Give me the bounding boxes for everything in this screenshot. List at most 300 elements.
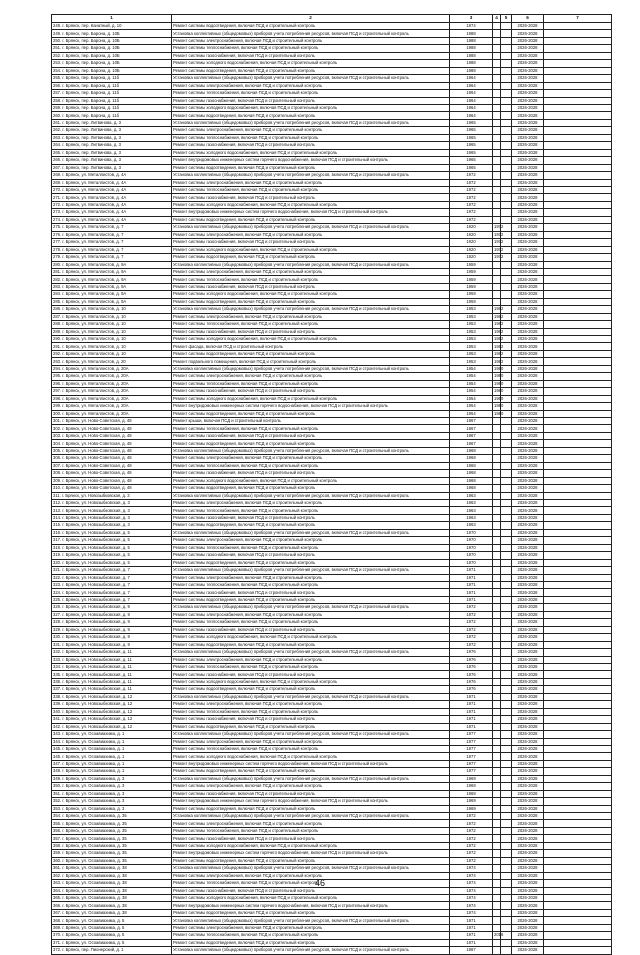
table-row: [52, 701, 612, 708]
row-address-cell: 298. г. Брянск, ул. Металлистов, д. 20А: [52, 395, 172, 402]
row-number: 367: [53, 910, 60, 916]
reconstruction-year-cell: 1982: [494, 358, 504, 364]
address-text: г. Брянск, ул. Осоавиахима, д. 5: [62, 939, 125, 945]
table-row: [52, 52, 612, 59]
empty-cell: [501, 104, 512, 111]
row-number: 364: [53, 887, 60, 893]
empty-cell: [544, 149, 612, 156]
row-address-cell: 260. г. Брянск, пер. Барона, д. 11б: [52, 112, 172, 119]
repair-period-cell: 2026-2028: [512, 343, 544, 350]
address-text: г. Брянск, ул. Осоавиахима, д. 3: [62, 775, 125, 781]
build-year-cell: 1964: [450, 97, 493, 104]
address-text: г. Брянск, ул. Новозыбковская, д. 11: [62, 686, 132, 692]
build-year-cell: 1963: [450, 492, 493, 499]
row-address-cell: 297. г. Брянск, ул. Металлистов, д. 20А: [52, 388, 172, 395]
build-year-cell: 1954: [450, 388, 493, 395]
work-type-cell: Ремонт системы теплоснабжения, включая ПСД и строительный контроль: [172, 186, 450, 193]
empty-cell: [544, 716, 612, 723]
empty-cell: [501, 45, 512, 52]
empty-cell: [544, 90, 612, 97]
empty-cell: [501, 157, 512, 164]
work-type-cell: Ремонт системы водоотведения, включая ПСД и строительный контроль: [172, 596, 450, 603]
address-text: г. Брянск, ул. Новозыбковская, д. 5: [62, 537, 130, 543]
empty-cell: [501, 745, 512, 752]
reconstruction-year-cell: [493, 37, 501, 44]
empty-cell: [544, 798, 612, 805]
repair-period-cell: 2026-2028: [512, 492, 544, 499]
reconstruction-year-cell: [493, 693, 501, 700]
build-year-cell: 1974: [450, 902, 493, 909]
build-year-cell: 1969: [450, 775, 493, 782]
row-number: 285: [53, 298, 60, 304]
address-text: г. Брянск, пер. Барона, д. 10Б: [62, 45, 120, 51]
empty-cell: [501, 574, 512, 581]
row-address-cell: 320. г. Брянск, ул. Новозыбковская, д. 5: [52, 559, 172, 566]
repair-period-cell: 2026-2028: [512, 75, 544, 82]
row-address-cell: 270. г. Брянск, ул. Металлистов, д. 4А: [52, 186, 172, 193]
row-address-cell: 278. г. Брянск, ул. Металлистов, д. 7: [52, 246, 172, 253]
repair-period-cell: 2026-2028: [512, 395, 544, 402]
work-type-cell: Ремонт системы водоотведения, включая ПСД и строительный контроль: [172, 686, 450, 693]
table-row: [52, 328, 612, 335]
reconstruction-year-cell: [493, 425, 501, 432]
row-address-cell: 282. г. Брянск, ул. Металлистов, д. 9А: [52, 276, 172, 283]
work-type-cell: Установка коллективных (общедомовых) приборов учета потребления ресурсов, включая ПСД и строительный контроль: [172, 917, 450, 924]
repair-period-cell: 2026-2028: [512, 45, 544, 52]
table-row: [52, 127, 612, 134]
table-row: [52, 209, 612, 216]
empty-cell: [544, 60, 612, 67]
repair-period-cell: 2026-2028: [512, 790, 544, 797]
repair-period-cell: 2026-2028: [512, 537, 544, 544]
empty-cell: [544, 82, 612, 89]
empty-cell: [544, 671, 612, 678]
row-number: 266: [53, 157, 60, 163]
reconstruction-year-cell: [493, 768, 501, 775]
row-number: 286: [53, 306, 60, 312]
repair-period-cell: 2026-2028: [512, 112, 544, 119]
row-address-cell: 346. г. Брянск, ул. Осоавиахима, д. 1: [52, 753, 172, 760]
row-number: 292: [53, 351, 60, 357]
work-type-cell: Установка коллективных (общедомовых) приборов учета потребления ресурсов, включая ПСД и строительный контроль: [172, 224, 450, 231]
row-address-cell: 336. г. Брянск, ул. Новозыбковская, д. 11: [52, 678, 172, 685]
build-year-cell: 1971: [450, 701, 493, 708]
build-year-cell: 1971: [450, 723, 493, 730]
row-number: 307: [53, 462, 60, 468]
empty-cell: [501, 514, 512, 521]
table-row: [52, 23, 612, 30]
row-number: 369: [53, 924, 60, 930]
work-type-cell: Ремонт системы электроснабжения, включая ПСД и строительный контроль: [172, 127, 450, 134]
row-number: 324: [53, 589, 60, 595]
row-address-cell: 265. г. Брянск, пер. Литвинова, д. 3: [52, 149, 172, 156]
table-row: [52, 626, 612, 633]
work-type-cell: Ремонт системы холодного водоснабжения, включая ПСД и строительный контроль: [172, 336, 450, 343]
row-address-cell: 291. г. Брянск, ул. Металлистов, д. 10: [52, 343, 172, 350]
address-text: г. Брянск, пер. Литвинова, д. 3: [62, 164, 121, 170]
row-address-cell: 319. г. Брянск, ул. Новозыбковская, д. 5: [52, 552, 172, 559]
reconstruction-year-cell: [493, 507, 501, 514]
row-number: 271: [53, 194, 60, 200]
address-text: г. Брянск, ул. Металлистов, д. 9А: [62, 291, 127, 297]
build-year-cell: 1972: [450, 201, 493, 208]
repair-period-cell: 2026-2028: [512, 410, 544, 417]
table-row: [52, 112, 612, 119]
empty-cell: [544, 201, 612, 208]
table-row: [52, 641, 612, 648]
row-number: 318: [53, 544, 60, 550]
repair-period-cell: 2026-2028: [512, 947, 544, 954]
address-text: г. Брянск, ул. Новозыбковская, д. 7: [62, 582, 130, 588]
empty-cell: [544, 529, 612, 536]
reconstruction-year-cell: [493, 544, 501, 551]
reconstruction-year-cell: [493, 440, 501, 447]
empty-cell: [544, 544, 612, 551]
build-year-cell: 1954: [450, 395, 493, 402]
build-year-cell: 1953: [450, 321, 493, 328]
row-address-cell: 289. г. Брянск, ул. Металлистов, д. 10: [52, 328, 172, 335]
table-row: [52, 857, 612, 864]
work-type-cell: Ремонт системы холодного водоснабжения, включая ПСД и строительный контроль: [172, 395, 450, 402]
row-number: 354: [53, 813, 60, 819]
repair-period-cell: 2026-2028: [512, 447, 544, 454]
row-address-cell: 281. г. Брянск, ул. Металлистов, д. 9А: [52, 268, 172, 275]
work-type-cell: Ремонт системы теплоснабжения, включая ПСД и строительный контроль: [172, 619, 450, 626]
work-type-cell: Ремонт системы холодного водоснабжения, включая ПСД и строительный контроль: [172, 104, 450, 111]
table-row: [52, 164, 612, 171]
reconstruction-year-cell: [493, 589, 501, 596]
empty-cell: [544, 678, 612, 685]
table-row: [52, 75, 612, 82]
build-year-cell: 1965: [450, 142, 493, 149]
work-type-cell: Ремонт системы электроснабжения, включая ПСД и строительный контроль: [172, 924, 450, 931]
empty-cell: [544, 641, 612, 648]
repair-period-cell: 2026-2028: [512, 626, 544, 633]
work-type-cell: Ремонт системы электроснабжения, включая ПСД и строительный контроль: [172, 701, 450, 708]
reconstruction-year-cell: [493, 798, 501, 805]
reconstruction-year-cell: 1972: [494, 246, 504, 252]
work-type-cell: Установка коллективных (общедомовых) приборов учета потребления ресурсов, включая ПСД и строительный контроль: [172, 172, 450, 179]
row-address-cell: 249. г. Брянск, пер. Барона, д. 10Б: [52, 30, 172, 37]
row-number: 314: [53, 515, 60, 521]
row-address-cell: 272. г. Брянск, ул. Металлистов, д. 4А: [52, 201, 172, 208]
empty-cell: [501, 268, 512, 275]
row-number: 280: [53, 261, 60, 267]
repair-period-cell: 2026-2028: [512, 134, 544, 141]
build-year-cell: 1970: [450, 552, 493, 559]
empty-cell: [544, 380, 612, 387]
table-row: [52, 470, 612, 477]
row-number: 352: [53, 798, 60, 804]
build-year-cell: 1959: [450, 276, 493, 283]
reconstruction-year-cell: [493, 835, 501, 842]
work-type-cell: Ремонт системы теплоснабжения, включая ПСД и строительный контроль: [172, 425, 450, 432]
work-type-cell: Ремонт системы водоотведения, включая ПСД и строительный контроль: [172, 805, 450, 812]
repair-period-cell: 2026-2028: [512, 671, 544, 678]
row-number: 366: [53, 902, 60, 908]
empty-cell: [544, 373, 612, 380]
table-row: [52, 239, 612, 246]
empty-cell: [544, 768, 612, 775]
empty-cell: [544, 343, 612, 350]
empty-cell: [544, 112, 612, 119]
empty-cell: [501, 850, 512, 857]
reconstruction-year-cell: [493, 865, 501, 872]
empty-cell: [501, 857, 512, 864]
reconstruction-year-cell: [493, 52, 501, 59]
row-number: 319: [53, 552, 60, 558]
row-address-cell: 308. г. Брянск, ул. Ново-Советская, д. 48: [52, 470, 172, 477]
address-text: г. Брянск, ул. Осоавиахима, д. 38: [62, 895, 127, 901]
empty-cell: [501, 753, 512, 760]
table-row: [52, 283, 612, 290]
build-year-cell: 1965: [450, 157, 493, 164]
capital-repair-table: [51, 14, 612, 955]
table-header-row: [52, 15, 612, 23]
table-row: [52, 37, 612, 44]
build-year-cell: 1965: [450, 127, 493, 134]
table-row: [52, 909, 612, 916]
build-year-cell: 1965: [450, 149, 493, 156]
empty-cell: [544, 708, 612, 715]
work-type-cell: Ремонт системы газоснабжения, включая ПСД и строительный контроль: [172, 589, 450, 596]
reconstruction-year-cell: [493, 514, 501, 521]
build-year-cell: 1977: [450, 738, 493, 745]
row-number: 349: [53, 775, 60, 781]
row-address-cell: 353. г. Брянск, ул. Осоавиахима, д. 3: [52, 805, 172, 812]
reconstruction-year-cell: 2016: [494, 932, 504, 938]
repair-period-cell: 2026-2028: [512, 798, 544, 805]
build-year-cell: 1972: [450, 820, 493, 827]
build-year-cell: 1967: [450, 418, 493, 425]
empty-cell: [544, 514, 612, 521]
empty-cell: [501, 432, 512, 439]
empty-cell: [501, 537, 512, 544]
empty-cell: [544, 216, 612, 223]
empty-cell: [501, 611, 512, 618]
row-number: 301: [53, 418, 60, 424]
row-number: 303: [53, 433, 60, 439]
work-type-cell: Ремонт системы теплоснабжения, включая ПСД и строительный контроль: [172, 462, 450, 469]
empty-cell: [544, 306, 612, 313]
repair-period-cell: 2026-2028: [512, 328, 544, 335]
row-address-cell: 335. г. Брянск, ул. Новозыбковская, д. 11: [52, 671, 172, 678]
repair-period-cell: 2026-2028: [512, 440, 544, 447]
work-type-cell: Ремонт системы водоотведения, включая ПСД и строительный контроль: [172, 254, 450, 261]
empty-cell: [501, 559, 512, 566]
address-text: г. Брянск, ул. Металлистов, д. 20А: [62, 410, 129, 416]
empty-cell: [501, 649, 512, 656]
repair-period-cell: 2026-2028: [512, 23, 544, 30]
empty-cell: [544, 179, 612, 186]
build-year-cell: 1964: [450, 82, 493, 89]
build-year-cell: 1974: [450, 880, 493, 887]
row-number: 297: [53, 388, 60, 394]
table-row: [52, 552, 612, 559]
empty-cell: [544, 388, 612, 395]
row-address-cell: 259. г. Брянск, пер. Барона, д. 11б: [52, 104, 172, 111]
empty-cell: [544, 246, 612, 253]
row-address-cell: 269. г. Брянск, ул. Металлистов, д. 4А: [52, 179, 172, 186]
empty-cell: [544, 850, 612, 857]
table-row: [52, 358, 612, 365]
work-type-cell: Ремонт системы теплоснабжения, включая ПСД и строительный контроль: [172, 45, 450, 52]
empty-cell: [544, 470, 612, 477]
work-type-cell: Ремонт системы электроснабжения, включая ПСД и строительный контроль: [172, 738, 450, 745]
build-year-cell: 1977: [450, 745, 493, 752]
work-type-cell: Установка коллективных (общедомовых) приборов учета потребления ресурсов, включая ПСД и строительный контроль: [172, 75, 450, 82]
work-type-cell: Ремонт системы теплоснабжения, включая ПСД и строительный контроль: [172, 90, 450, 97]
empty-cell: [501, 500, 512, 507]
repair-period-cell: 2026-2028: [512, 209, 544, 216]
row-number: 361: [53, 865, 60, 871]
table-row: [52, 760, 612, 767]
row-address-cell: 277. г. Брянск, ул. Металлистов, д. 7: [52, 239, 172, 246]
table-row: [52, 634, 612, 641]
build-year-cell: 1976: [450, 649, 493, 656]
row-number: 311: [53, 492, 60, 498]
address-text: г. Брянск, пер. Барона, д. 11б: [62, 75, 120, 81]
empty-cell: [544, 619, 612, 626]
row-address-cell: 349. г. Брянск, ул. Осоавиахима, д. 3: [52, 775, 172, 782]
work-type-cell: Ремонт системы холодного водоснабжения, включая ПСД и строительный контроль: [172, 842, 450, 849]
repair-period-cell: 2026-2028: [512, 403, 544, 410]
repair-period-cell: 2026-2028: [512, 723, 544, 730]
build-year-cell: 1974: [450, 887, 493, 894]
repair-period-cell: 2026-2028: [512, 731, 544, 738]
address-text: г. Брянск, пер. Литвинова, д. 3: [62, 149, 121, 155]
empty-cell: [544, 574, 612, 581]
row-address-cell: 321. г. Брянск, ул. Новозыбковская, д. 7: [52, 567, 172, 574]
row-number: 275: [53, 224, 60, 230]
empty-cell: [544, 552, 612, 559]
build-year-cell: 1953: [450, 328, 493, 335]
work-type-cell: Ремонт системы водоотведения, включая ПСД и строительный контроль: [172, 723, 450, 730]
repair-period-cell: 2026-2028: [512, 738, 544, 745]
table-row: [52, 522, 612, 529]
repair-period-cell: 2026-2028: [512, 268, 544, 275]
row-number: 351: [53, 790, 60, 796]
work-type-cell: Ремонт системы электроснабжения, включая ПСД и строительный контроль: [172, 656, 450, 663]
row-address-cell: 273. г. Брянск, ул. Металлистов, д. 4А: [52, 209, 172, 216]
address-text: г. Брянск, ул. Ново-Советская, д. 48: [62, 455, 132, 461]
build-year-cell: 1974: [450, 909, 493, 916]
address-text: г. Брянск, ул. Металлистов, д. 4А: [62, 194, 127, 200]
row-address-cell: 352. г. Брянск, ул. Осоавиахима, д. 3: [52, 798, 172, 805]
empty-cell: [501, 619, 512, 626]
work-type-cell: Ремонт системы теплоснабжения, включая ПСД и строительный контроль: [172, 581, 450, 588]
empty-cell: [544, 596, 612, 603]
build-year-cell: 1976: [450, 686, 493, 693]
address-text: г. Брянск, ул. Новозыбковская, д. 7: [62, 589, 130, 595]
empty-cell: [544, 827, 612, 834]
empty-cell: [501, 790, 512, 797]
row-address-cell: 307. г. Брянск, ул. Ново-Советская, д. 48: [52, 462, 172, 469]
reconstruction-year-cell: [493, 820, 501, 827]
empty-cell: [501, 716, 512, 723]
address-text: г. Брянск, ул. Новозыбковская, д. 12: [62, 708, 133, 714]
empty-cell: [544, 172, 612, 179]
address-text: г. Брянск, ул. Новозыбковская, д. 9: [62, 604, 130, 610]
reconstruction-year-cell: [493, 261, 501, 268]
repair-period-cell: 2026-2028: [512, 179, 544, 186]
repair-period-cell: 2026-2028: [512, 97, 544, 104]
row-number: 371: [53, 939, 60, 945]
row-address-cell: 271. г. Брянск, ул. Металлистов, д. 4А: [52, 194, 172, 201]
table-row: [52, 813, 612, 820]
empty-cell: [544, 350, 612, 357]
reconstruction-year-cell: [493, 619, 501, 626]
row-address-cell: 317. г. Брянск, ул. Новозыбковская, д. 5: [52, 537, 172, 544]
work-type-cell: Установка коллективных (общедомовых) приборов учета потребления ресурсов, включая ПСД и строительный контроль: [172, 306, 450, 313]
build-year-cell: 1963: [450, 514, 493, 521]
address-text: г. Брянск, ул. Ново-Советская, д. 48: [62, 485, 132, 491]
table-row: [52, 313, 612, 320]
build-year-cell: 1968: [450, 485, 493, 492]
work-type-cell: Ремонт системы теплоснабжения, включая ПСД и строительный контроль: [172, 745, 450, 752]
row-number: 365: [53, 895, 60, 901]
table-row: [52, 246, 612, 253]
reconstruction-year-cell: [493, 432, 501, 439]
empty-cell: [544, 328, 612, 335]
reconstruction-year-cell: [493, 708, 501, 715]
reconstruction-year-cell: [493, 738, 501, 745]
address-text: г. Брянск, ул. Металлистов, д. 4А: [62, 209, 127, 215]
address-text: г. Брянск, пер. Барона, д. 10Б: [62, 67, 120, 73]
row-number: 273: [53, 209, 60, 215]
reconstruction-year-cell: [493, 194, 501, 201]
repair-period-cell: 2026-2028: [512, 835, 544, 842]
reconstruction-year-cell: [493, 574, 501, 581]
work-type-cell: Ремонт системы газоснабжения, включая ПСД и строительный контроль: [172, 328, 450, 335]
reconstruction-year-cell: [493, 596, 501, 603]
table-row: [52, 902, 612, 909]
address-text: г. Брянск, ул. Металлистов, д. 4А: [62, 187, 127, 193]
empty-cell: [544, 477, 612, 484]
row-address-cell: 366. г. Брянск, ул. Осоавиахима, д. 38: [52, 902, 172, 909]
empty-cell: [544, 895, 612, 902]
reconstruction-year-cell: [493, 760, 501, 767]
reconstruction-year-cell: [493, 611, 501, 618]
empty-cell: [501, 663, 512, 670]
empty-cell: [544, 887, 612, 894]
row-number: 372: [53, 947, 60, 953]
address-text: г. Брянск, ул. Металлистов, д. 4А: [62, 172, 127, 178]
row-address-cell: 348. г. Брянск, ул. Осоавиахима, д. 1: [52, 768, 172, 775]
table-row: [52, 537, 612, 544]
reconstruction-year-cell: [493, 119, 501, 126]
address-text: г. Брянск, ул. Металлистов, д. 7: [62, 224, 124, 230]
work-type-cell: Установка коллективных (общедомовых) приборов учета потребления ресурсов, включая ПСД и строительный контроль: [172, 813, 450, 820]
repair-period-cell: 2026-2028: [512, 813, 544, 820]
empty-cell: [544, 745, 612, 752]
work-type-cell: Ремонт системы теплоснабжения, включая ПСД и строительный контроль: [172, 663, 450, 670]
table-row: [52, 388, 612, 395]
build-year-cell: 1920: [450, 239, 493, 246]
empty-cell: [544, 52, 612, 59]
table-row: [52, 380, 612, 387]
row-address-cell: 328. г. Брянск, ул. Новозыбковская, д. 9: [52, 619, 172, 626]
repair-period-cell: 2026-2028: [512, 842, 544, 849]
address-text: г. Брянск, ул. Осоавиахима, д. 5: [62, 917, 125, 923]
empty-cell: [501, 544, 512, 551]
repair-period-cell: 2026-2028: [512, 246, 544, 253]
row-address-cell: 355. г. Брянск, ул. Осоавиахима, д. 35: [52, 820, 172, 827]
repair-period-cell: 2026-2028: [512, 708, 544, 715]
row-number: 345: [53, 746, 60, 752]
repair-period-cell: 2026-2028: [512, 716, 544, 723]
reconstruction-year-cell: [493, 775, 501, 782]
